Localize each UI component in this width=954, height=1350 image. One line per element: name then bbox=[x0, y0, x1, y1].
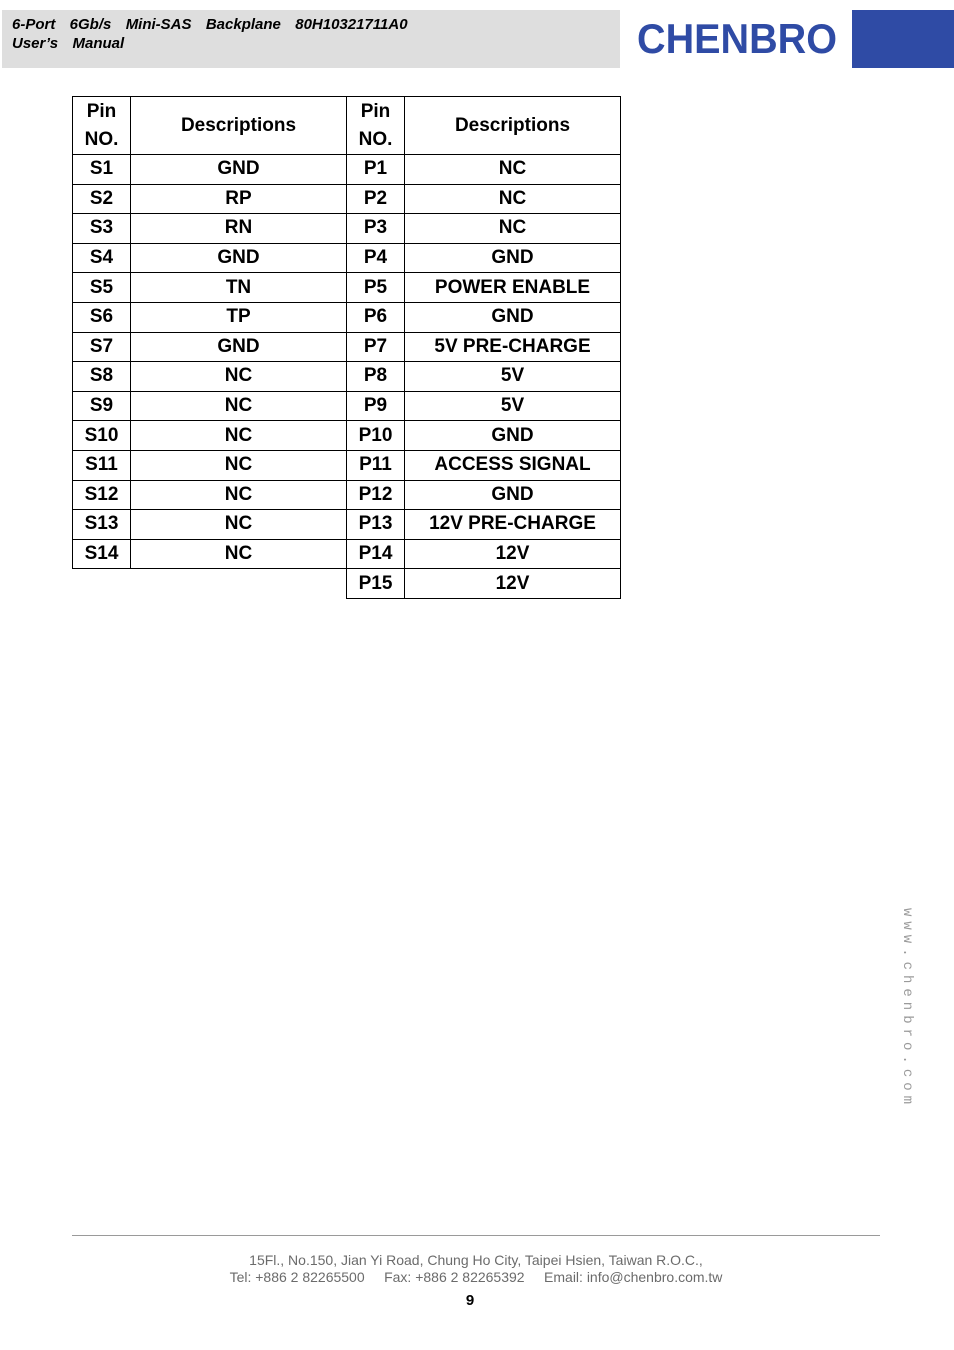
p-desc-cell: NC bbox=[405, 155, 621, 185]
p-pin-cell: P4 bbox=[347, 243, 405, 273]
p-desc-cell: GND bbox=[405, 421, 621, 451]
p-pin-cell: P1 bbox=[347, 155, 405, 185]
s-pin-cell: S13 bbox=[73, 510, 131, 540]
s-desc-cell: NC bbox=[131, 510, 347, 540]
p-pin-cell: P8 bbox=[347, 362, 405, 392]
header-pin-no: Pin NO. bbox=[347, 97, 405, 155]
s-desc-cell: RP bbox=[131, 184, 347, 214]
title-line-1: 6-Port 6Gb/s Mini-SAS Backplane 80H10321711A0 bbox=[12, 16, 408, 33]
s-desc-cell: TP bbox=[131, 302, 347, 332]
s-pin-cell: S4 bbox=[73, 243, 131, 273]
s-desc-cell: GND bbox=[131, 155, 347, 185]
s-pin-cell: S3 bbox=[73, 214, 131, 244]
footer-divider bbox=[72, 1235, 880, 1236]
table-row bbox=[73, 302, 621, 332]
header-pin-no: Pin NO. bbox=[73, 97, 131, 155]
logo-text: CHENBRO bbox=[637, 16, 837, 60]
table-row bbox=[73, 155, 621, 185]
s-pin-cell: S1 bbox=[73, 155, 131, 185]
s-desc-cell: NC bbox=[131, 391, 347, 421]
s-pin-cell: S9 bbox=[73, 391, 131, 421]
table-row bbox=[73, 450, 621, 480]
table-row bbox=[73, 421, 621, 451]
table-row bbox=[73, 539, 621, 569]
p-desc-cell: 5V bbox=[405, 362, 621, 392]
p-desc-cell: GND bbox=[405, 480, 621, 510]
p-desc-cell: 12V bbox=[405, 539, 621, 569]
s-pin-cell: S2 bbox=[73, 184, 131, 214]
pin-assignment-table bbox=[72, 96, 621, 599]
s-pin-cell: S12 bbox=[73, 480, 131, 510]
s-pin-cell: S10 bbox=[73, 421, 131, 451]
s-desc-cell: NC bbox=[131, 421, 347, 451]
p-pin-cell: P13 bbox=[347, 510, 405, 540]
p-desc-cell: 5V bbox=[405, 391, 621, 421]
p-pin-cell: P11 bbox=[347, 450, 405, 480]
s-pin-cell: S8 bbox=[73, 362, 131, 392]
chenbro-logo bbox=[634, 16, 840, 60]
brand-color-block bbox=[852, 10, 954, 68]
table-row bbox=[73, 510, 621, 540]
p-pin-cell: P2 bbox=[347, 184, 405, 214]
s-desc-cell: NC bbox=[131, 480, 347, 510]
s-desc-cell: NC bbox=[131, 450, 347, 480]
header-descriptions: Descriptions bbox=[131, 97, 347, 155]
p-desc-cell: NC bbox=[405, 214, 621, 244]
p-pin-cell: P12 bbox=[347, 480, 405, 510]
p-pin-cell: P5 bbox=[347, 273, 405, 303]
title-line-2: User’s Manual bbox=[12, 35, 125, 52]
p-pin-cell: P9 bbox=[347, 391, 405, 421]
empty-cell bbox=[131, 569, 347, 599]
p-desc-cell: POWER ENABLE bbox=[405, 273, 621, 303]
table-row bbox=[73, 391, 621, 421]
document-title bbox=[12, 15, 408, 53]
footer-address: 15Fl., No.150, Jian Yi Road, Chung Ho City, Taipei Hsien, Taiwan R.O.C., bbox=[249, 1252, 703, 1268]
s-desc-cell: GND bbox=[131, 243, 347, 273]
table-row bbox=[73, 214, 621, 244]
p-pin-cell: P7 bbox=[347, 332, 405, 362]
s-desc-cell: NC bbox=[131, 539, 347, 569]
p-desc-cell: GND bbox=[405, 302, 621, 332]
s-desc-cell: RN bbox=[131, 214, 347, 244]
table-row bbox=[73, 362, 621, 392]
p-pin-cell: P6 bbox=[347, 302, 405, 332]
p-pin-cell: P10 bbox=[347, 421, 405, 451]
page-number: 9 bbox=[465, 1292, 475, 1309]
s-desc-cell: GND bbox=[131, 332, 347, 362]
p-desc-cell: NC bbox=[405, 184, 621, 214]
p-desc-cell: GND bbox=[405, 243, 621, 273]
p-desc-cell: 5V PRE-CHARGE bbox=[405, 332, 621, 362]
s-desc-cell: NC bbox=[131, 362, 347, 392]
p-pin-cell: P3 bbox=[347, 214, 405, 244]
footer-contacts: Tel: +886 2 82265500 Fax: +886 2 82265392 Email: info@chenbro.com.tw bbox=[229, 1269, 723, 1285]
table-header-row bbox=[73, 97, 621, 155]
table-row bbox=[73, 243, 621, 273]
table-row bbox=[73, 332, 621, 362]
table-row bbox=[73, 184, 621, 214]
p-pin-cell: P15 bbox=[347, 569, 405, 599]
p-desc-cell: 12V PRE-CHARGE bbox=[405, 510, 621, 540]
header-descriptions: Descriptions bbox=[405, 97, 621, 155]
s-pin-cell: S11 bbox=[73, 450, 131, 480]
empty-cell bbox=[73, 569, 131, 599]
s-pin-cell: S5 bbox=[73, 273, 131, 303]
p-desc-cell: ACCESS SIGNAL bbox=[405, 450, 621, 480]
table-row bbox=[73, 480, 621, 510]
s-pin-cell: S6 bbox=[73, 302, 131, 332]
table-row bbox=[73, 569, 621, 599]
website-watermark: www.chenbro.com bbox=[899, 908, 915, 1110]
s-desc-cell: TN bbox=[131, 273, 347, 303]
p-desc-cell: 12V bbox=[405, 569, 621, 599]
s-pin-cell: S14 bbox=[73, 539, 131, 569]
table-row bbox=[73, 273, 621, 303]
p-pin-cell: P14 bbox=[347, 539, 405, 569]
s-pin-cell: S7 bbox=[73, 332, 131, 362]
